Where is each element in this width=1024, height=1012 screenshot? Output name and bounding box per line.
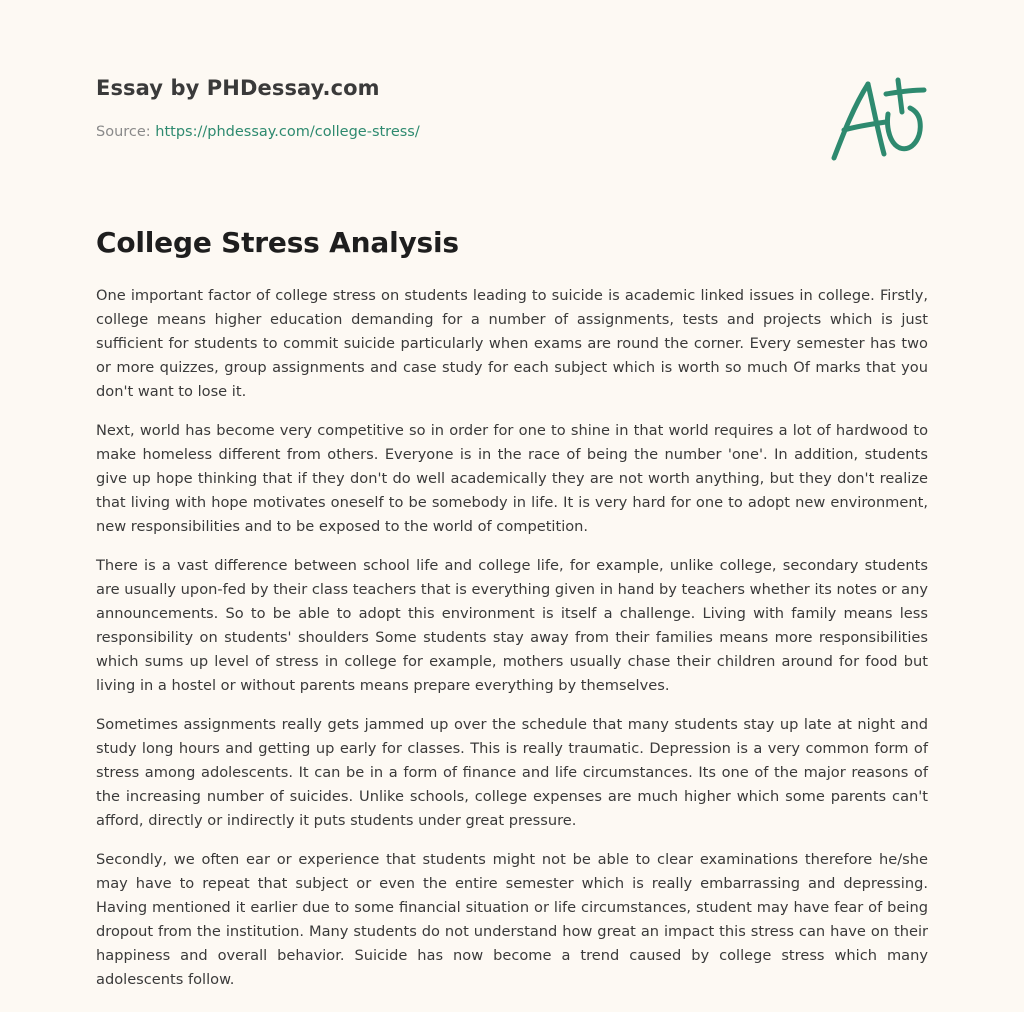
a-plus-grade-icon (828, 72, 928, 164)
paragraph: Next, world has become very competitive so in order for one to shine in that world requires a lot of hardwood to make homeless different from others. Everyone is in the race of being the number 'one'. In addition, students give up hope thinking that if they don't do well academically they are not worth anything, but they don't realize that living with hope motivates oneself to be somebody in life. It is very hard for one to adopt new environment, new responsibilities and to be exposed to the world of competition. (96, 422, 928, 535)
paragraph: One important factor of college stress on students leading to suicide is academic linked issues in college. Firstly, college means higher education demanding for a number of assignments, tests and projects which is just sufficient for students to commit suicide particularly when exams are round the corner. Every semester has two or more quizzes, group assignments and case study for each subject which is worth so much Of marks that you don't want to lose it. (96, 287, 928, 400)
site-brand: Essay by PHDessay.com (96, 76, 380, 100)
paragraph: Secondly, we often ear or experience that students might not be able to clear examinations therefore he/she may have to repeat that subject or even the entire semester which is really embarrassing and depressing. Having mentioned it earlier due to some financial situation or life circumstances, student may have fear of being dropout from the institution. Many students do not understand how great an impact this stress can have on their happiness and overall behavior. Suicide has now become a trend caused by college stress which many adolescents follow. (96, 851, 928, 988)
source-link[interactable]: https://phdessay.com/college-stress/ (155, 124, 420, 140)
paragraph: Sometimes assignments really gets jammed up over the schedule that many students stay up late at night and study long hours and getting up early for classes. This is really traumatic. Depression is a very common form of stress among adolescents. It can be in a form of finance and life circumstances. Its one of the major reasons of the increasing number of suicides. Unlike schools, college expenses are much higher which some parents can't afford, directly or indirectly it puts students under great pressure. (96, 716, 928, 829)
source-label: Source: (96, 124, 151, 140)
essay-body (96, 284, 928, 1007)
page-header (96, 72, 928, 182)
paragraph: There is a vast difference between school life and college life, for example, unlike college, secondary students are usually upon-fed by their class teachers that is everything given in hand by teachers whether its notes or any announcements. So to be able to adopt this environment is itself a challenge. Living with family means less responsibility on students' shoulders Some students stay away from their families means more responsibilities which sums up level of stress in college for example, mothers usually chase their children around for food but living in a hostel or without parents means prepare everything by themselves. (96, 557, 928, 694)
essay-title: College Stress Analysis (96, 226, 459, 259)
source-line (96, 124, 420, 140)
